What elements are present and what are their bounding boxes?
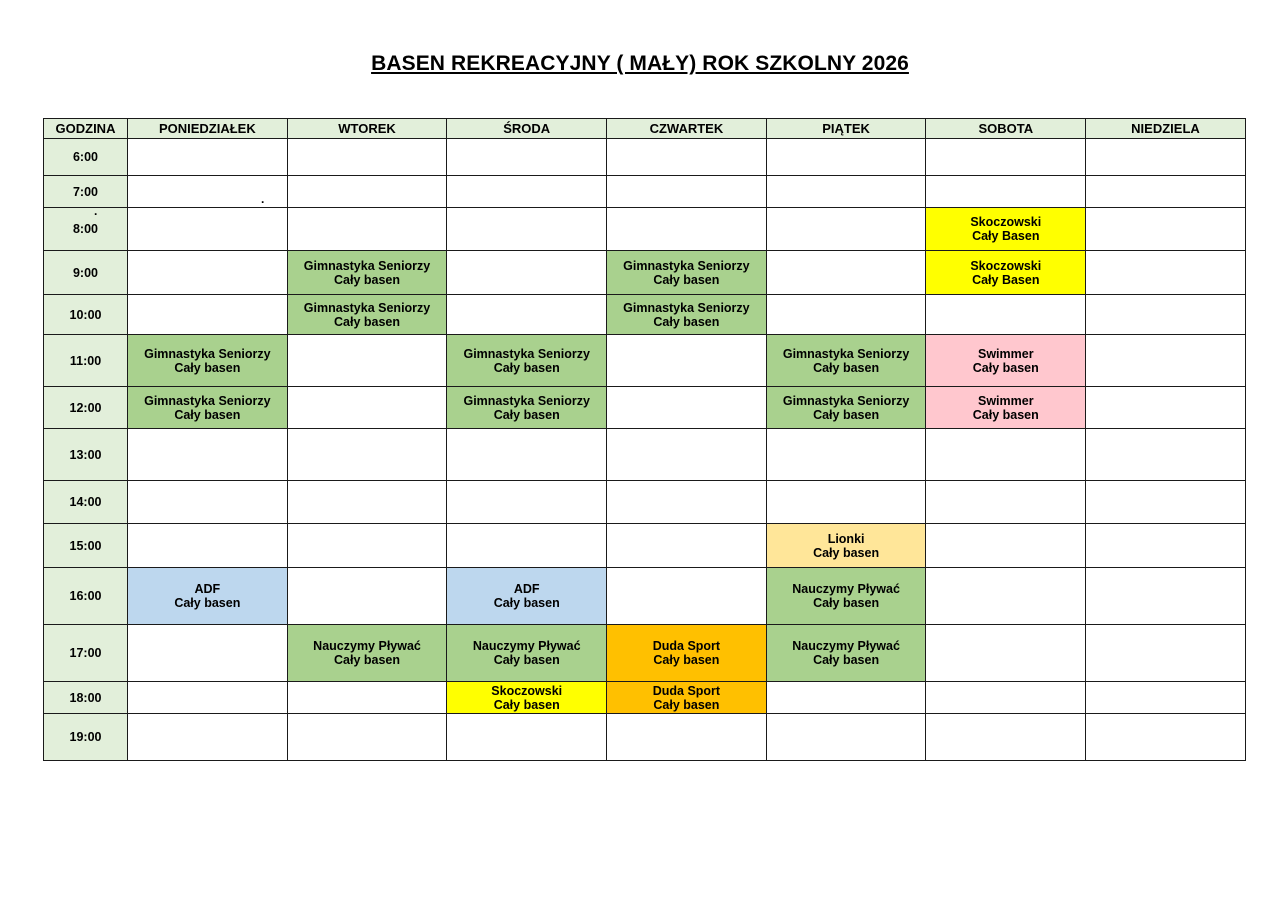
hour-cell [44,429,128,481]
schedule-slot [447,625,607,682]
schedule-slot [926,387,1086,429]
empty-slot [607,335,767,387]
empty-slot [287,335,447,387]
activity-name: Gimnastyka Seniorzy [623,258,750,273]
activity-area: Cały basen [813,653,880,667]
empty-slot [766,682,926,714]
schedule-slot [287,625,447,682]
empty-slot [607,714,767,761]
activity-area: Cały basen [174,360,241,375]
empty-slot [128,625,288,682]
empty-slot [926,568,1086,625]
activity-name: ADF [513,582,540,596]
empty-slot [287,387,447,429]
hour-cell [44,208,128,251]
empty-slot [607,208,767,251]
header-day: PIĄTEK [766,119,926,139]
hour-cell [44,139,128,176]
activity-area: Cały basen [334,272,401,287]
schedule-slot [287,295,447,335]
table-row [44,481,1246,524]
activity-name: Lionki [827,531,865,546]
table-row [44,251,1246,295]
schedule-slot [287,251,447,295]
schedule-slot [607,251,767,295]
hour-cell [44,568,128,625]
header-day: CZWARTEK [607,119,767,139]
table-row [44,714,1246,761]
empty-slot [287,429,447,481]
hour-cell [44,176,128,208]
hour-cell [44,682,128,714]
empty-slot [607,176,767,208]
page-title: BASEN REKREACYJNY ( MAŁY) ROK SZKOLNY 2026 [371,52,909,75]
activity-area: Cały basen [493,697,560,712]
empty-slot [447,714,607,761]
hour-label: 10:00 [69,307,102,322]
empty-slot [766,429,926,481]
activity-name: Duda Sport [652,683,721,698]
empty-slot [766,251,926,295]
schedule-slot [128,387,288,429]
table-row [44,139,1246,176]
table-row [44,625,1246,682]
empty-slot [926,139,1086,176]
activity-name: Gimnastyka Seniorzy [144,346,271,361]
empty-slot [1086,481,1246,524]
activity-area: Cały basen [653,653,720,667]
activity-name: Gimnastyka Seniorzy [303,258,431,273]
activity-name: Skoczowski [970,258,1042,273]
activity-area: Cały basen [972,360,1039,375]
table-row [44,295,1246,335]
activity-name: Gimnastyka Seniorzy [144,393,271,408]
empty-slot [1086,176,1246,208]
schedule-slot [766,625,926,682]
empty-slot [128,524,288,568]
schedule-slot [766,335,926,387]
activity-area: Cały basen [813,407,880,422]
schedule-slot [607,682,767,714]
empty-slot [287,176,447,208]
activity-area: Cały basen [493,596,560,610]
empty-slot [607,387,767,429]
activity-name: Gimnastyka Seniorzy [782,393,910,408]
schedule-slot [766,387,926,429]
header-day: WTOREK [287,119,447,139]
schedule-slot [447,682,607,714]
hour-label: 7:00 [72,184,99,199]
hour-label: 9:00 [72,265,99,280]
schedule-slot [607,625,767,682]
activity-name: Gimnastyka Seniorzy [463,393,590,408]
empty-slot [128,714,288,761]
empty-slot [128,139,288,176]
empty-slot [287,208,447,251]
activity-name: Nauczymy Pływać [792,582,900,596]
empty-slot [926,429,1086,481]
schedule-slot [926,335,1086,387]
empty-slot [926,481,1086,524]
activity-name: Gimnastyka Seniorzy [623,300,750,315]
empty-slot [287,568,447,625]
hour-label: 8:00 [72,222,99,236]
schedule-slot [766,524,926,568]
schedule-slot [128,335,288,387]
empty-slot [128,429,288,481]
empty-slot [287,524,447,568]
activity-name: Nauczymy Pływać [792,639,900,653]
empty-slot [766,295,926,335]
header-day: SOBOTA [926,119,1086,139]
schedule-table [43,118,1246,761]
activity-area: Cały basen [653,697,720,712]
hour-label: 19:00 [69,730,102,744]
empty-slot [1086,208,1246,251]
empty-slot [926,176,1086,208]
empty-slot [287,481,447,524]
hour-label: 17:00 [69,646,102,660]
empty-slot [447,208,607,251]
activity-area: Cały basen [813,596,880,610]
activity-area: Cały basen [813,360,880,375]
schedule-slot [766,568,926,625]
empty-slot [766,481,926,524]
empty-slot [447,139,607,176]
activity-area: Cały basen [493,360,560,375]
activity-area: Cały basen [653,314,720,329]
schedule-slot [447,568,607,625]
empty-slot [447,524,607,568]
hour-cell [44,335,128,387]
empty-slot [447,481,607,524]
header-row [44,119,1246,139]
empty-slot [926,682,1086,714]
empty-slot [926,295,1086,335]
activity-area: Cały basen [174,596,241,610]
table-row [44,387,1246,429]
empty-slot [607,139,767,176]
hour-cell [44,295,128,335]
activity-name: Skoczowski [970,215,1042,229]
table-row [44,682,1246,714]
activity-name: Gimnastyka Seniorzy [463,346,590,361]
empty-slot [447,176,607,208]
header-day: ŚRODA [447,119,607,139]
table-row [44,208,1246,251]
schedule-slot [447,387,607,429]
schedule-slot [926,208,1086,251]
empty-slot [1086,295,1246,335]
empty-slot [1086,682,1246,714]
activity-name: Nauczymy Pływać [313,639,421,653]
header-day: NIEDZIELA [1086,119,1246,139]
table-row [44,568,1246,625]
activity-area: Cały basen [653,272,720,287]
hour-label: 12:00 [69,400,102,415]
activity-name: Gimnastyka Seniorzy [303,300,431,315]
hour-cell [44,387,128,429]
empty-slot [447,295,607,335]
activity-area: Cały basen [174,407,241,422]
schedule-slot [128,568,288,625]
empty-slot [766,208,926,251]
activity-area: Cały Basen [972,272,1040,287]
schedule-slot [447,335,607,387]
table-row [44,176,1246,208]
empty-slot [1086,625,1246,682]
hour-label: 11:00 [69,353,102,368]
hour-cell [44,625,128,682]
empty-slot [128,208,288,251]
activity-name: ADF [194,582,221,596]
table-row [44,335,1246,387]
empty-slot [447,251,607,295]
empty-slot [926,524,1086,568]
table-row [44,524,1246,568]
activity-name: Skoczowski [491,683,563,698]
activity-name: Swimmer [977,393,1034,408]
header-day: PONIEDZIAŁEK [128,119,288,139]
empty-slot [607,429,767,481]
activity-area: Cały basen [813,545,880,560]
empty-slot [287,714,447,761]
activity-area: Cały basen [334,314,401,329]
empty-slot [128,176,288,208]
empty-slot [287,682,447,714]
activity-area: Cały Basen [972,229,1040,243]
stray-dot-mark: . [94,207,98,218]
stray-dot-mark: . [261,192,265,206]
empty-slot [1086,714,1246,761]
hour-label: 16:00 [69,589,102,603]
table-row [44,429,1246,481]
empty-slot [607,568,767,625]
empty-slot [1086,251,1246,295]
empty-slot [766,139,926,176]
header-hour: GODZINA [44,119,128,139]
empty-slot [128,481,288,524]
hour-cell [44,714,128,761]
empty-slot [447,429,607,481]
empty-slot [1086,429,1246,481]
empty-slot [1086,568,1246,625]
activity-name: Nauczymy Pływać [472,639,581,653]
schedule-slot [926,251,1086,295]
empty-slot [1086,387,1246,429]
hour-label: 18:00 [69,690,102,705]
empty-slot [766,176,926,208]
empty-slot [926,714,1086,761]
empty-slot [607,481,767,524]
activity-name: Duda Sport [652,639,721,653]
activity-area: Cały basen [334,653,401,667]
activity-area: Cały basen [493,653,560,667]
empty-slot [128,682,288,714]
hour-label: 14:00 [69,495,102,509]
empty-slot [1086,524,1246,568]
activity-name: Gimnastyka Seniorzy [782,346,910,361]
empty-slot [926,625,1086,682]
empty-slot [1086,139,1246,176]
activity-area: Cały basen [493,407,560,422]
activity-area: Cały basen [972,407,1039,422]
schedule-slot [607,295,767,335]
empty-slot [607,524,767,568]
empty-slot [1086,335,1246,387]
hour-label: 6:00 [72,150,99,164]
activity-name: Swimmer [977,346,1034,361]
hour-label: 15:00 [69,538,102,553]
empty-slot [128,295,288,335]
empty-slot [766,714,926,761]
empty-slot [128,251,288,295]
hour-cell [44,524,128,568]
hour-label: 13:00 [69,447,102,462]
hour-cell [44,251,128,295]
empty-slot [287,139,447,176]
hour-cell [44,481,128,524]
